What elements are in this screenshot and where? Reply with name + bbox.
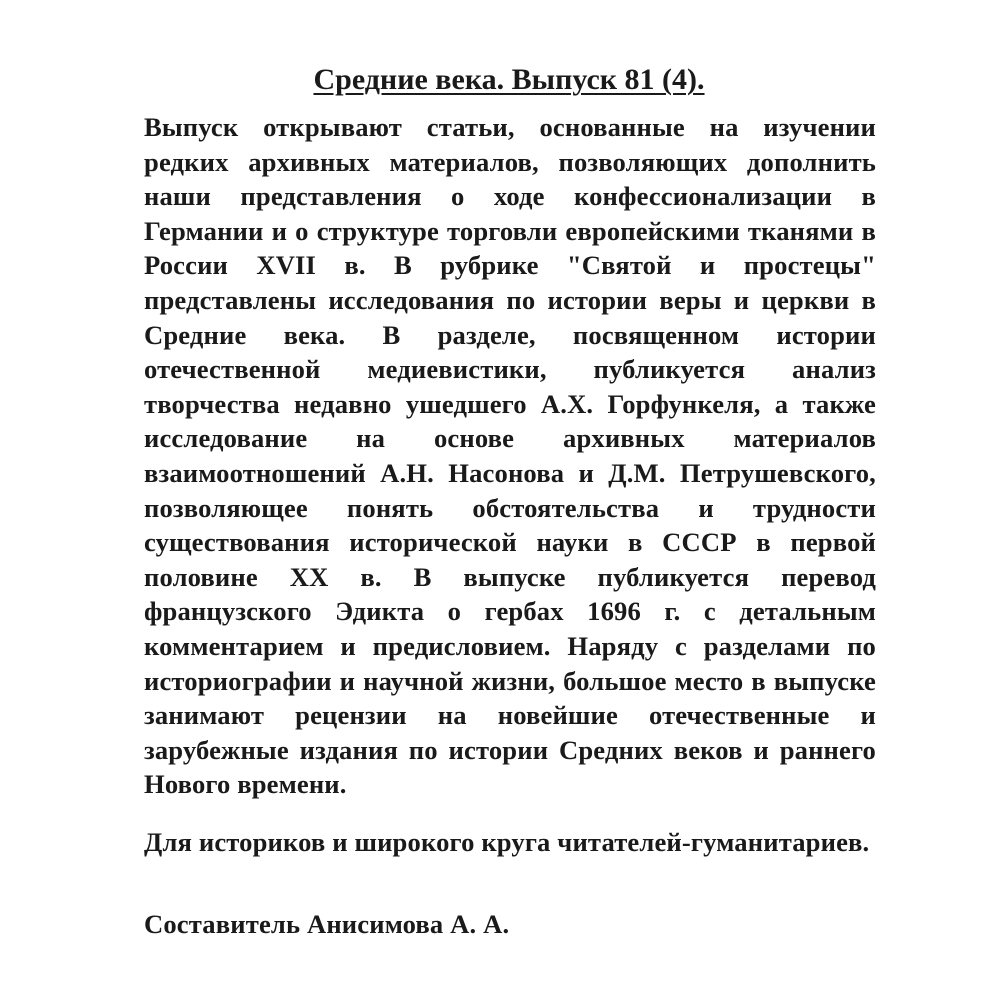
compiler-paragraph: Составитель Анисимова А. А. [144, 909, 510, 939]
audience-paragraph: Для историков и широкого круга читателей-гуманитариев. [144, 827, 870, 857]
description-paragraph: Выпуск открывают статьи, основанные на изучении редких архивных материалов, позволяющих дополнить наши представления о ходе конфессионализации в Германии и о структуре торговли европейскими тканями в России XVII в. В рубрике "Святой и простецы" представлены исследования по истории веры и церкви в Средние века. В разделе, посвященном истории отечественной медиевистики, публикуется анализ творчества недавно ушедшего А.Х. Горфункеля, а также исследование на основе архивных материалов взаимоотношений А.Н. Насонова и Д.М. Петрушевского, позволяющее понять обстоятельства и трудности существования исторической науки в СССР в первой половине XX в. В выпуске публикуется перевод французского Эдикта о гербах 1696 г. с детальным комментарием и предисловием. Наряду с разделами по историографии и научной жизни, большое место в выпуске занимают рецензии на новейшие отечественные и зарубежные издания по истории Средних веков и раннего Нового времени. [144, 112, 876, 800]
document-title: Средние века. Выпуск 81 (4). [313, 63, 705, 96]
